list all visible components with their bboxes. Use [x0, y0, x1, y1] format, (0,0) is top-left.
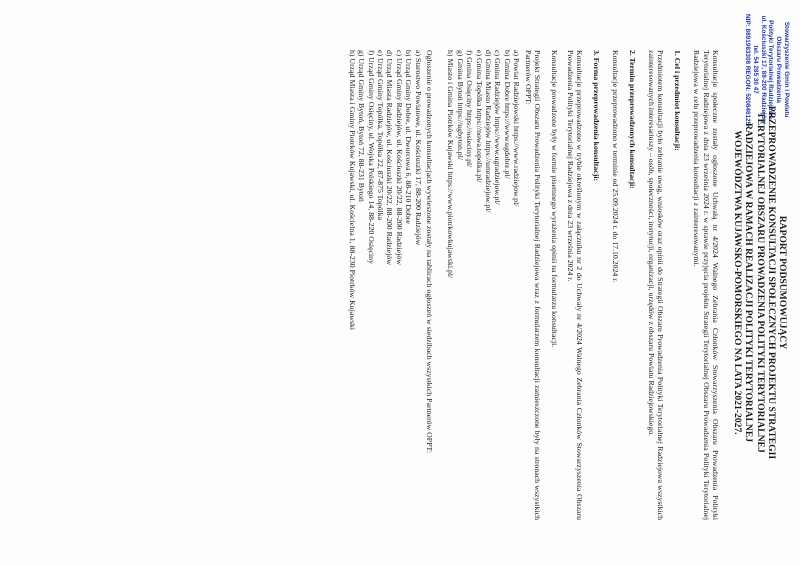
title-line: PRZEPROWADZENIE KONSULTACJI SPOŁECZNYCH PROJEKTU STRATEGII — [765, 105, 777, 460]
section-3-text-1: Konsultacje przeprowadzono w trybie określonym w załączniku nr 2 do Uchwały nr 4/2024 Walnego Zebrania Członków Stowarzyszenia Obszaru Prowadzenia Polityki Terytorialnej Radziejowa z dnia 23 września 2024 r. — [565, 50, 585, 520]
document-body — [340, 50, 720, 520]
list-item: h) Urząd Miasta i Gminy Piotrków Kujawski, ul. Kościelna 1, 88-230 Piotrków Kujawski — [347, 50, 357, 331]
section-3-text-2: Konsultacje prowadzone były w formie pisemnego wyrażenia opinii na formularzu konsultacji. — [549, 50, 559, 348]
title-line: WOJEWÓDZTWA KUJAWSKO-POMORSKIEGO NA LATA 2021-2027. — [732, 130, 744, 435]
stamp-line: NIP: 8891983308 REGON: 520846125 — [744, 14, 752, 126]
stamp-line: Polityki Terytorialnej Radziejowa — [767, 20, 775, 120]
title-line: RAPORT PODSUMOWUJĄCY — [777, 215, 788, 350]
offices-list — [347, 50, 422, 520]
list-item: d) Gmina Miasto Radziejów https://umradziejow.pl/ — [484, 50, 494, 213]
list-item: c) Gmina Radziejów https://www.ugradziejow.pl/ — [493, 50, 503, 205]
stamp-line: tel. 54 285 30 47 — [751, 45, 759, 94]
section-1-text: Przedmiotem konsultacji było zebranie uwag, wniosków oraz opinii do Strategii Obszaru Prowadzenia Polityki Terytorialnej Radziejowa wszystkich zainteresowanych interesariuszy – osób, społeczności, instytucji, organizacji, urzędów z obszaru Powiatu Radziejowskiego. — [646, 50, 666, 520]
stamp-line: Obszaru Prowadzenia — [775, 36, 783, 103]
list-item: g) Gmina Bytoń https://ugbyton.pl/ — [455, 50, 465, 161]
document-title — [732, 10, 788, 555]
section-heading-3: 3. Forma przeprowadzenia konsultacji: — [591, 50, 601, 182]
section-heading-2: 2. Termin przeprowadzonych konsultacji: — [627, 50, 637, 189]
list-item: b) Gmina Dobre https://www.ugdobre.pl/ — [502, 50, 512, 179]
list-item: e) Gmina Topólka https://nowa.topolka.pl/ — [474, 50, 484, 183]
list-item: g) Urząd Gminy Bytoń, Bytoń 72, 88-231 Bytoń — [357, 50, 367, 202]
section-3-text-3: Projekt Strategii Obszaru Prowadzenia Polityki Terytorialnej Radziejowa wraz z formularzem konsultacji zamieszczone były na stronach wszystkich Partnerów OPPT: — [523, 50, 543, 520]
list-item: h) Miasto i Gmina Piotrków Kujawski https://www.piotrkowkujawski.pl/ — [446, 50, 456, 279]
list-item: f) Urząd Gminy Osięciny, ul. Wojska Polskiego 14, 88-220 Osięciny — [366, 50, 376, 264]
list-item: e) Urząd Gminy Topólka, Topólka 22, 87-875 Topólka — [376, 50, 386, 221]
list-item: b) Urząd Gminy Dobre, ul. Dworcowa 6, 88-210 Dobre — [404, 50, 414, 224]
list-item: f) Gmina Osięciny https://osieciny.pl/ — [465, 50, 475, 168]
section-heading-1: 1. Cel i przedmiot konsultacji: — [672, 50, 682, 151]
section-3-text-4: Ogłoszenie o prowadzonych konsultacjach wywieszone zostały na tablicach ogłoszeń w siedzibach wszystkich Partnerów OPPT: — [425, 50, 435, 453]
stamp-line: Stowarzyszenie Gmin i Powiatu — [783, 21, 790, 118]
list-item: a) Starostwo Powiatowe, ul. Kościuszki 17, 88-200 Radziejów — [413, 50, 423, 246]
section-2-text: Konsultacje przeprowadzono w terminie od 25.09.2024 r. do 17.10.2024 r. — [611, 50, 621, 283]
intro-paragraph: Konsultacje społeczne zostały ogłoszone Uchwałą nr 4/2024 Walnego Zebrania Członków Stowarzyszenia Obszaru Prowadzenia Polityki Terytorialnej Radziejowa z dnia 23 września 2024 r. w sprawie przyjęcia projektu Strategii Terytorialnej Obszaru Prowadzenia Polityki Terytorialnej Radziejowa w celu przeprowadzenia konsultacji z zainteresowanymi. — [692, 50, 720, 520]
title-line: RADZIEJOWA W RAMACH REALIZACJI POLITYKI TERYTORIALNEJ — [743, 122, 755, 443]
stamp-line: ul. Kościuszki 17, 88-200 Radziejów — [759, 15, 767, 124]
list-item: a) Powiat Radziejowski https://www.radziejow.pl/ — [512, 50, 522, 207]
title-line: TERYTORIALNEJ OBSZARU PROWADZENIA POLITYKI TERYTORIALNEJ — [754, 112, 766, 453]
websites-list — [446, 50, 521, 520]
list-item: c) Urząd Gminy Radziejów, ul. Kościuszki 20/22, 88-200 Radziejów — [394, 50, 404, 265]
list-item: d) Urząd Miasta Radziejów, ul. Kościuszki 20/22, 88-200 Radziejów — [385, 50, 395, 265]
